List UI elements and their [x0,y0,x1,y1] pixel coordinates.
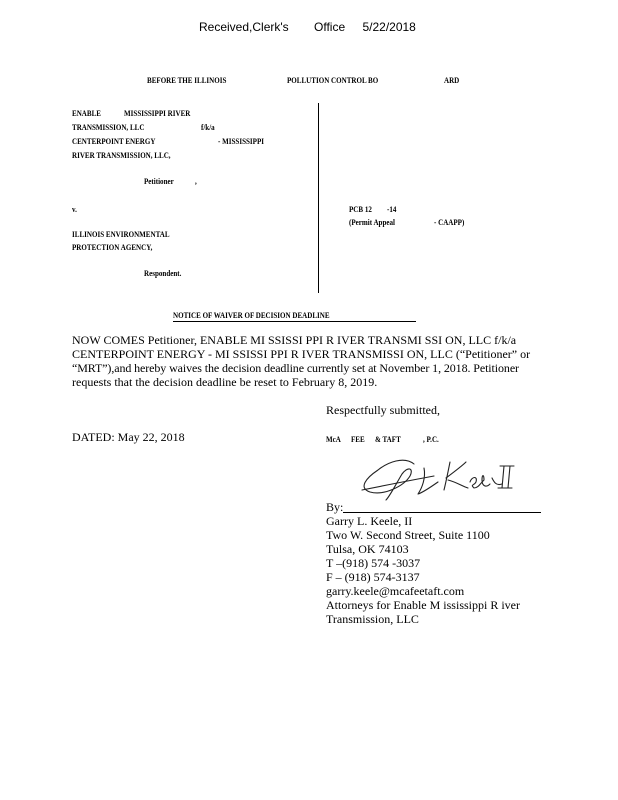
handwritten-signature [352,452,522,502]
petitioner-line-1a: ENABLE [72,108,101,118]
firm-part3: & TAFT [375,434,401,444]
body-line-3: “MRT”),and hereby waives the decision deadline currently set at November 1, 2018. Petitioner [72,361,519,375]
versus-label: v. [72,204,77,214]
signer-city: Tulsa, OK 74103 [326,542,409,556]
signer-name: Garry L. Keele, II [326,514,413,528]
received-stamp [199,20,416,34]
notice-title: NOTICE OF WAIVER OF DECISION DEADLINE [173,310,330,320]
attorneys-for-line-1: Attorneys for Enable M ississippi R iver [326,598,520,612]
firm-part2: FEE [351,434,365,444]
signer-address: Two W. Second Street, Suite 1100 [326,528,490,542]
heading-part2: POLLUTION CONTROL BO [287,75,379,85]
petitioner-label: Petitioner [144,176,174,186]
firm-part1: McA [326,434,341,444]
office-label: Office [314,20,346,34]
respondent-label: Respondent. [144,268,182,278]
petitioner-comma: , [195,176,197,186]
petitioner-line-3a: CENTERPOINT ENERGY [72,136,156,146]
heading-part1: BEFORE THE ILLINOIS [147,75,227,85]
body-line-2: CENTERPOINT ENERGY - MI SSISSI PPI R IVER TRANSMISSI ON, LLC (“Petitioner” or [72,347,531,361]
body-line-1: NOW COMES Petitioner, ENABLE MI SSISSI PPI R IVER TRANSMI SSI ON, LLC f/k/a [72,333,517,347]
caption-divider [318,103,319,293]
permit-appeal: (Permit Appeal [349,217,395,227]
petitioner-line-3b: - MISSISSIPPI [218,136,265,146]
respondent-line-2: PROTECTION AGENCY, [72,242,153,252]
firm-part4: , P.C. [423,434,439,444]
by-label: By: [326,500,344,514]
attorneys-for-line-2: Transmission, LLC [326,612,419,626]
petitioner-line-2a: TRANSMISSION, LLC [72,122,145,132]
case-suffix: -14 [387,204,397,214]
respondent-line-1: ILLINOIS ENVIRONMENTAL [72,229,170,239]
petitioner-line-1b: MISSISSIPPI RIVER [124,108,191,118]
petitioner-line-2b: f/k/a [201,122,215,132]
case-number: PCB 12 [349,204,372,214]
signer-email: garry.keele@mcafeetaft.com [326,584,465,598]
closing-text: Respectfully submitted, [326,403,440,417]
received-date: 5/22/2018 [362,20,416,34]
signer-fax: F – (918) 574-3137 [326,570,420,584]
received-label: Received,Clerk's [199,20,289,34]
petitioner-line-4a: RIVER TRANSMISSION, LLC, [72,150,171,160]
caapp-label: - CAAPP) [434,217,465,227]
heading-part3: ARD [444,75,460,85]
dated-line: DATED: May 22, 2018 [72,430,185,444]
signature-line [343,512,541,513]
signer-phone: T –(918) 574 -3037 [326,556,421,570]
notice-title-underline [173,321,416,322]
body-line-4: requests that the decision deadline be reset to February 8, 2019. [72,375,378,389]
